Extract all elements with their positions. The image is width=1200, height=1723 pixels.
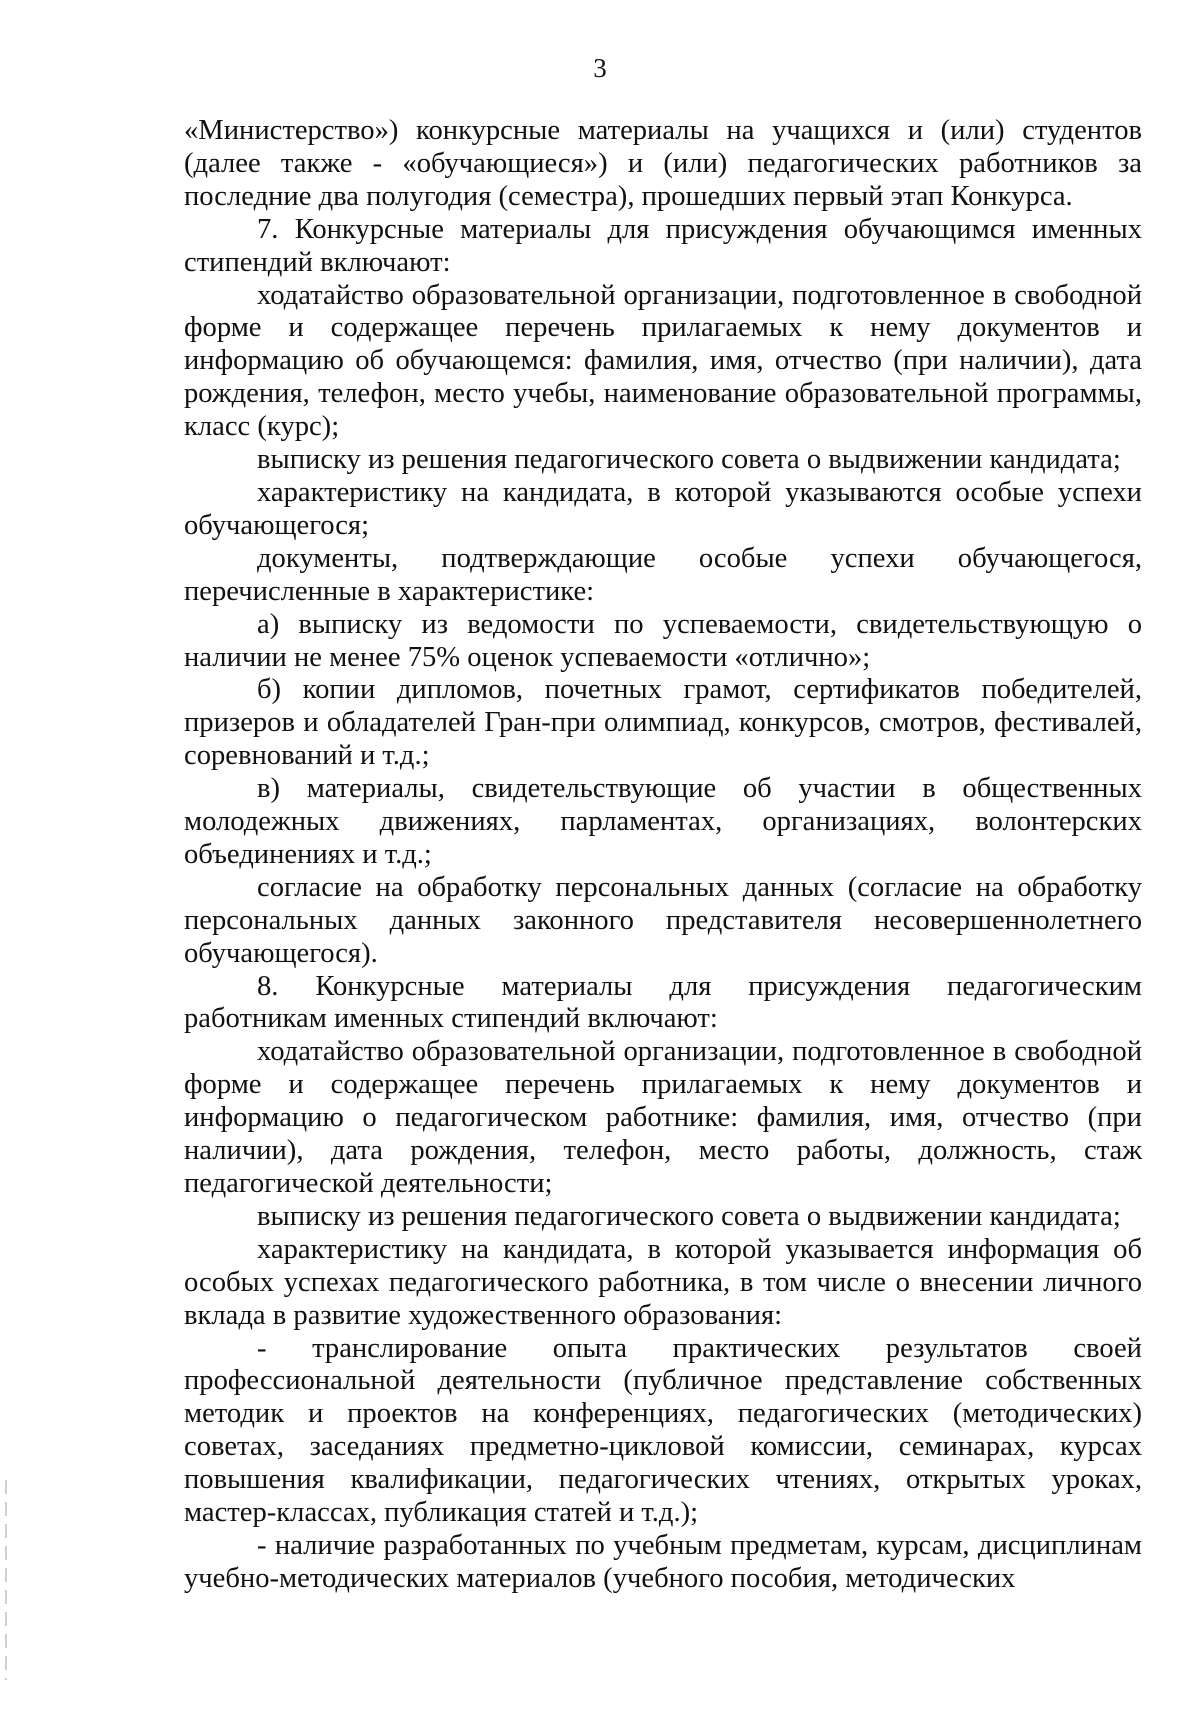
paragraph-council-extract-teacher: выписку из решения педагогического совета о выдвижении кандидата; — [257, 1200, 1121, 1232]
paragraph-petition-teacher: ходатайство образовательной организации, подготовленное в свободной форме и содержащее перечень прилагаемых к нему документов и информацию о педагогическом работнике: фамилия, имя, отчество (при наличии), дата рождения, телефон, место работы, должность, стаж педагогической деятельности; — [184, 1036, 1142, 1199]
paragraph-documents-student: документы, подтверждающие особые успехи обучающегося, перечисленные в характеристике: — [184, 542, 1142, 607]
paragraph-subitem-v: в) материалы, свидетельствующие об участии в общественных молодежных движениях, парламентах, организациях, волонтерских объединениях и т.д.; — [184, 773, 1142, 870]
paragraph-petition-student: ходатайство образовательной организации, подготовленное в свободной форме и содержащее перечень прилагаемых к нему документов и информацию об обучающемся: фамилия, имя, отчество (при наличии), дата рождения, телефон, место учебы, наименование образовательной программы, класс (курс); — [184, 279, 1142, 443]
paragraph-dash-materials: - наличие разработанных по учебным предметам, курсам, дисциплинам учебно-методических материалов (учебного пособия, методических — [184, 1529, 1142, 1594]
paragraph-council-extract-student: выписку из решения педагогического совета о выдвижении кандидата; — [257, 444, 1121, 476]
paragraph-dash-experience: - транслирование опыта практических результатов своей профессиональной деятельности (публичное представление собственных методик и проектов на конференциях, педагогических (методических) советах, заседаниях предметно-цикловой комиссии, семинарах, курсах повышения квалификации, педагогических чтениях, открытых уроках, мастер-классах, публикация статей и т.д.); — [184, 1332, 1142, 1529]
paragraph-characteristic-student: характеристику на кандидата, в которой указываются особые успехи обучающегося; — [184, 476, 1142, 541]
paragraph-consent: согласие на обработку персональных данных (согласие на обработку персональных данных законного представителя несовершеннолетнего обучающегося). — [184, 871, 1142, 969]
paragraph-subitem-a: а) выписку из ведомости по успеваемости, свидетельствующую о наличии не менее 75% оценок успеваемости «отлично»; — [184, 608, 1142, 673]
paragraph-characteristic-teacher: характеристику на кандидата, в которой указывается информация об особых успехах педагогического работника, в том числе о внесении личного вклада в развитие художественного образования: — [184, 1233, 1142, 1331]
paragraph-item-8: 8. Конкурсные материалы для присуждения педагогическим работникам именных стипендий включают: — [184, 970, 1142, 1035]
paragraph-item-7: 7. Конкурсные материалы для присуждения обучающимся именных стипендий включают: — [184, 213, 1142, 278]
document-body — [184, 115, 1142, 1596]
paragraph-continuation: «Министерство») конкурсные материалы на учащихся и (или) студентов (далее также - «обучающиеся») и (или) педагогических работников за последние два полугодия (семестра), прошедших первый этап Конкурса. — [184, 115, 1142, 212]
scan-edge-mark — [5, 1480, 7, 1680]
paragraph-subitem-b: б) копии дипломов, почетных грамот, сертификатов победителей, призеров и обладателей Гран-при олимпиад, конкурсов, смотров, фестивалей, соревнований и т.д.; — [184, 674, 1142, 772]
page-number: 3 — [593, 53, 607, 83]
